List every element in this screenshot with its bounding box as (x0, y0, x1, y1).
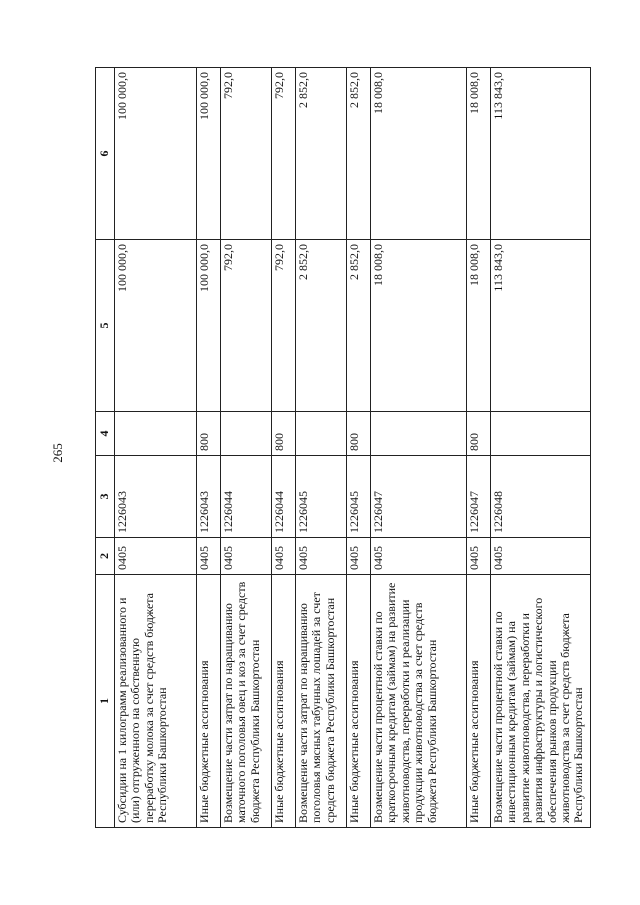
row-value-col5: 18 008,0 (371, 240, 467, 412)
table-row (296, 68, 347, 828)
column-header: 2 (96, 538, 115, 575)
row-value-col6: 100 000,0 (115, 68, 197, 240)
row-section: 0405 (467, 538, 491, 575)
row-value-col5: 792,0 (221, 240, 272, 412)
column-header: 5 (96, 240, 115, 412)
row-article: 1226047 (371, 456, 467, 538)
row-article: 1226044 (221, 456, 272, 538)
row-section: 0405 (347, 538, 371, 575)
row-type (221, 412, 272, 456)
row-name: Возмещение части затрат по наращиванию маточного поголовья овец и коз за счет средств бюджета Республики Башкортостан (221, 575, 272, 828)
row-name: Возмещение части процентной ставки по инвестиционным кредитам (займам) на развитие животноводства, переработки и развития инфраструктуры и логистического обеспечения рынков продукции животноводства за счет средств бюджета Республики Башкортостан (491, 575, 591, 828)
row-value-col6: 2 852,0 (296, 68, 347, 240)
budget-table (95, 67, 591, 828)
row-value-col5: 113 843,0 (491, 240, 591, 412)
row-value-col6: 792,0 (272, 68, 296, 240)
row-article: 1226045 (296, 456, 347, 538)
row-name: Иные бюджетные ассигнования (197, 575, 221, 828)
column-header: 3 (96, 456, 115, 538)
table-header-row (96, 68, 115, 828)
row-value-col5: 100 000,0 (115, 240, 197, 412)
row-type (371, 412, 467, 456)
row-section: 0405 (115, 538, 197, 575)
row-name: Возмещение части затрат по наращиванию поголовья мясных табунных лошадей за счет средств бюджета Республики Башкортостан (296, 575, 347, 828)
table-row (221, 68, 272, 828)
row-name: Иные бюджетные ассигнования (272, 575, 296, 828)
row-value-col6: 18 008,0 (467, 68, 491, 240)
row-type (491, 412, 591, 456)
row-value-col6: 113 843,0 (491, 68, 591, 240)
row-section: 0405 (371, 538, 467, 575)
row-name: Иные бюджетные ассигнования (347, 575, 371, 828)
page-number: 265 (50, 443, 65, 463)
row-name: Возмещение части процентной ставки по краткосрочным кредитам (займам) на развитие животноводства, переработки и реализации продукции животноводства за счет средств бюджета Республики Башкортостан (371, 575, 467, 828)
row-article: 1226047 (467, 456, 491, 538)
row-section: 0405 (272, 538, 296, 575)
row-value-col6: 18 008,0 (371, 68, 467, 240)
row-value-col5: 2 852,0 (296, 240, 347, 412)
row-type: 800 (347, 412, 371, 456)
row-section: 0405 (197, 538, 221, 575)
row-type (296, 412, 347, 456)
row-article: 1226043 (115, 456, 197, 538)
row-value-col6: 100 000,0 (197, 68, 221, 240)
row-section: 0405 (296, 538, 347, 575)
row-value-col6: 792,0 (221, 68, 272, 240)
column-header: 4 (96, 412, 115, 456)
row-article: 1226043 (197, 456, 221, 538)
column-header: 1 (96, 575, 115, 828)
row-type: 800 (272, 412, 296, 456)
row-article: 1226045 (347, 456, 371, 538)
row-name: Субсидии на 1 килограмм реализованного и (или) отгруженного на собственную переработку молока за счет средств бюджета Республики Башкортостан (115, 575, 197, 828)
row-value-col5: 100 000,0 (197, 240, 221, 412)
table-row (347, 68, 371, 828)
row-section: 0405 (491, 538, 591, 575)
row-type (115, 412, 197, 456)
row-article: 1226044 (272, 456, 296, 538)
table-row (272, 68, 296, 828)
row-value-col5: 18 008,0 (467, 240, 491, 412)
table-row (491, 68, 591, 828)
table-row (197, 68, 221, 828)
row-name: Иные бюджетные ассигнования (467, 575, 491, 828)
row-type: 800 (197, 412, 221, 456)
table-row (467, 68, 491, 828)
table-row (115, 68, 197, 828)
row-value-col5: 2 852,0 (347, 240, 371, 412)
row-value-col5: 792,0 (272, 240, 296, 412)
row-article: 1226048 (491, 456, 591, 538)
table-row (371, 68, 467, 828)
column-header: 6 (96, 68, 115, 240)
row-value-col6: 2 852,0 (347, 68, 371, 240)
row-type: 800 (467, 412, 491, 456)
row-section: 0405 (221, 538, 272, 575)
rotated-page-content (95, 68, 592, 828)
